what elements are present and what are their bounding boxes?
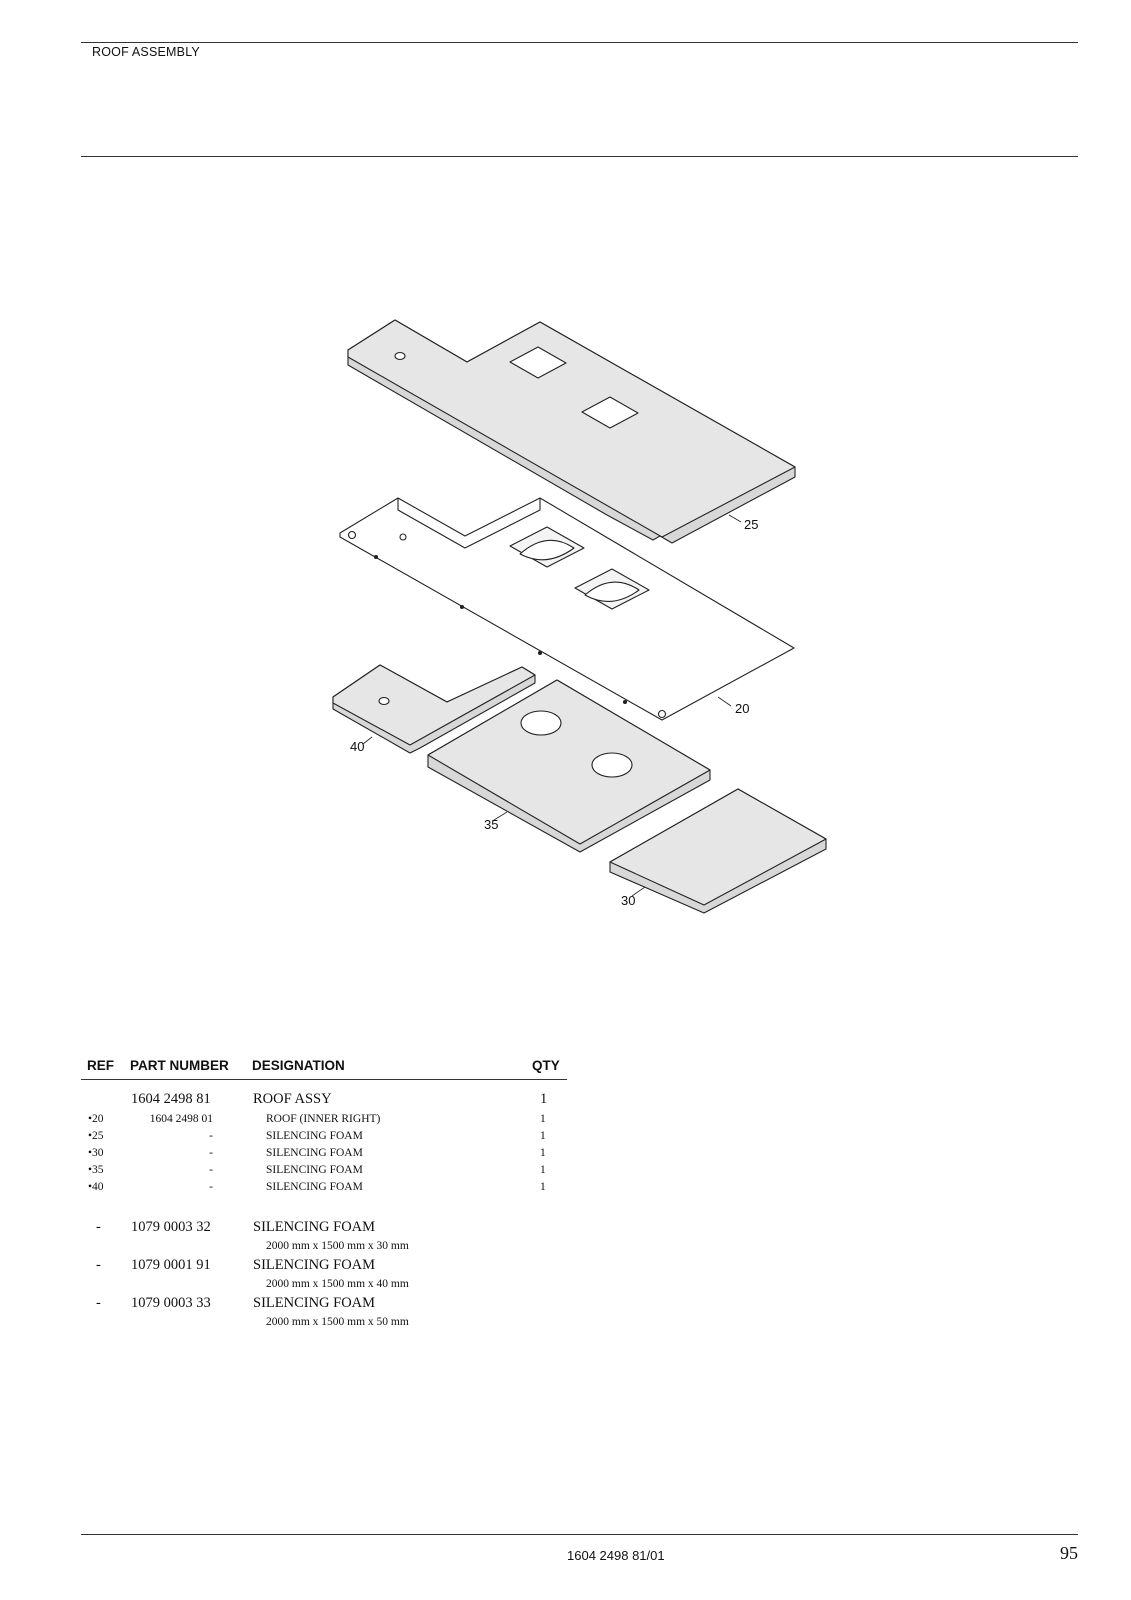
table-header-rule	[81, 1079, 567, 1080]
page-number: 95	[1060, 1543, 1078, 1563]
item-part-number: -	[209, 1164, 213, 1176]
item-designation: SILENCING FOAM	[266, 1130, 363, 1142]
item-part-number: -	[209, 1147, 213, 1159]
callout-25: 25	[744, 517, 759, 532]
extra-part-number: 1079 0003 32	[131, 1219, 211, 1235]
col-header-part-number: PART NUMBER	[130, 1058, 229, 1073]
extra-ref: -	[96, 1295, 101, 1311]
extra-size: 2000 mm x 1500 mm x 50 mm	[266, 1316, 409, 1328]
footer-rule	[81, 1534, 1078, 1535]
col-header-ref: REF	[87, 1058, 114, 1073]
item-qty: 1	[540, 1147, 546, 1159]
item-qty: 1	[540, 1181, 546, 1193]
assy-part-number: 1604 2498 81	[131, 1091, 211, 1107]
extra-part-number: 1079 0003 33	[131, 1295, 211, 1311]
item-qty: 1	[540, 1164, 546, 1176]
document-code: 1604 2498 81/01	[567, 1548, 665, 1563]
extra-part-number: 1079 0001 91	[131, 1257, 211, 1273]
callout-40: 40	[350, 739, 365, 754]
item-designation: ROOF (INNER RIGHT)	[266, 1113, 381, 1125]
item-designation: SILENCING FOAM	[266, 1147, 363, 1159]
item-qty: 1	[540, 1130, 546, 1142]
item-part-number: -	[209, 1130, 213, 1142]
callout-35: 35	[484, 817, 499, 832]
item-part-number: 1604 2498 01	[149, 1113, 213, 1125]
extra-designation: SILENCING FOAM	[253, 1257, 376, 1273]
callout-30: 30	[621, 893, 636, 908]
extra-size: 2000 mm x 1500 mm x 30 mm	[266, 1240, 409, 1252]
extra-size: 2000 mm x 1500 mm x 40 mm	[266, 1278, 409, 1290]
item-qty: 1	[540, 1113, 546, 1125]
item-ref: •20	[88, 1113, 104, 1125]
item-ref: •40	[88, 1181, 104, 1193]
item-part-number: -	[209, 1181, 213, 1193]
section-title: ROOF ASSEMBLY	[92, 45, 200, 59]
extra-ref: -	[96, 1257, 101, 1273]
extra-ref: -	[96, 1219, 101, 1235]
col-header-qty: QTY	[532, 1058, 560, 1073]
assy-designation: ROOF ASSY	[253, 1091, 332, 1107]
item-ref: •25	[88, 1130, 104, 1142]
item-ref: •30	[88, 1147, 104, 1159]
item-designation: SILENCING FOAM	[266, 1181, 363, 1193]
assy-qty: 1	[540, 1091, 548, 1107]
extra-designation: SILENCING FOAM	[253, 1295, 376, 1311]
col-header-designation: DESIGNATION	[252, 1058, 345, 1073]
item-designation: SILENCING FOAM	[266, 1164, 363, 1176]
item-ref: •35	[88, 1164, 104, 1176]
callout-20: 20	[735, 701, 750, 716]
extra-designation: SILENCING FOAM	[253, 1219, 376, 1235]
